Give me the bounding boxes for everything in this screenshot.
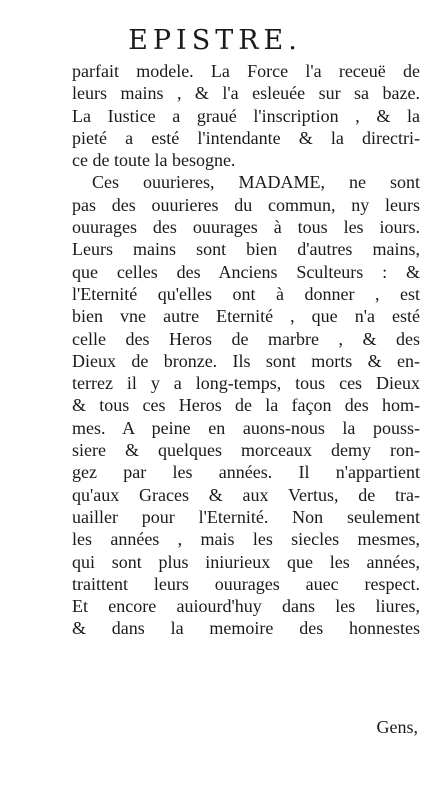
text-line: qui sont plus iniurieux que les années, xyxy=(72,551,420,572)
text-line: qu'aux Graces & aux Vertus, de tra- xyxy=(72,484,420,505)
text-line: siere & quelques morceaux demy ron- xyxy=(72,440,420,461)
text-line: Ces ouurieres, MADAME, ne sont xyxy=(92,172,420,193)
text-line: pas des ouurieres du commun, ny leurs xyxy=(72,194,420,215)
text-line: parfait modele. La Force l'a receuë de xyxy=(72,61,420,81)
text-line: terrez il y a long-temps, tous ces Dieux xyxy=(72,373,420,394)
text-line: celle des Heros de marbre , & des xyxy=(72,328,420,349)
text-line: Dieux de bronze. Ils sont morts & en- xyxy=(72,350,420,371)
text-line: & tous ces Heros de la façon des hom- xyxy=(72,395,420,416)
text-line: l'Eternité qu'elles ont à donner , est xyxy=(72,283,420,304)
text-line: pieté a esté l'intendante & la directri- xyxy=(72,127,420,148)
text-line: mes. A peine en auons-nous la pouss- xyxy=(72,417,420,438)
text-line: traittent leurs ouurages auec respect. xyxy=(72,573,420,594)
text-line: Leurs mains sont bien d'autres mains, xyxy=(72,239,420,260)
text-line: gez par les années. Il n'appartient xyxy=(72,462,420,483)
text-line: les années , mais les siecles mesmes, xyxy=(72,529,420,550)
text-line: Et encore auiourd'huy dans les liures, xyxy=(72,596,420,617)
text-line: La Iustice a graué l'inscription , & la xyxy=(72,105,420,126)
text-line: ce de toute la besogne. xyxy=(72,150,236,171)
text-line: leurs mains , & l'a esleuée sur sa baze. xyxy=(72,83,420,104)
text-line: & dans la memoire des honnestes xyxy=(72,618,420,639)
text-line: ouurages des ouurages à tous les iours. xyxy=(72,217,420,238)
running-head: EPISTRE. xyxy=(128,25,302,56)
catchword: Gens, xyxy=(376,717,418,737)
text-line: bien vne autre Eternité , que n'a esté xyxy=(72,306,420,327)
body-text xyxy=(72,60,420,640)
text-line: que celles des Anciens Sculteurs : & xyxy=(72,261,420,282)
text-line: uailler pour l'Eternité. Non seulement xyxy=(72,506,420,527)
